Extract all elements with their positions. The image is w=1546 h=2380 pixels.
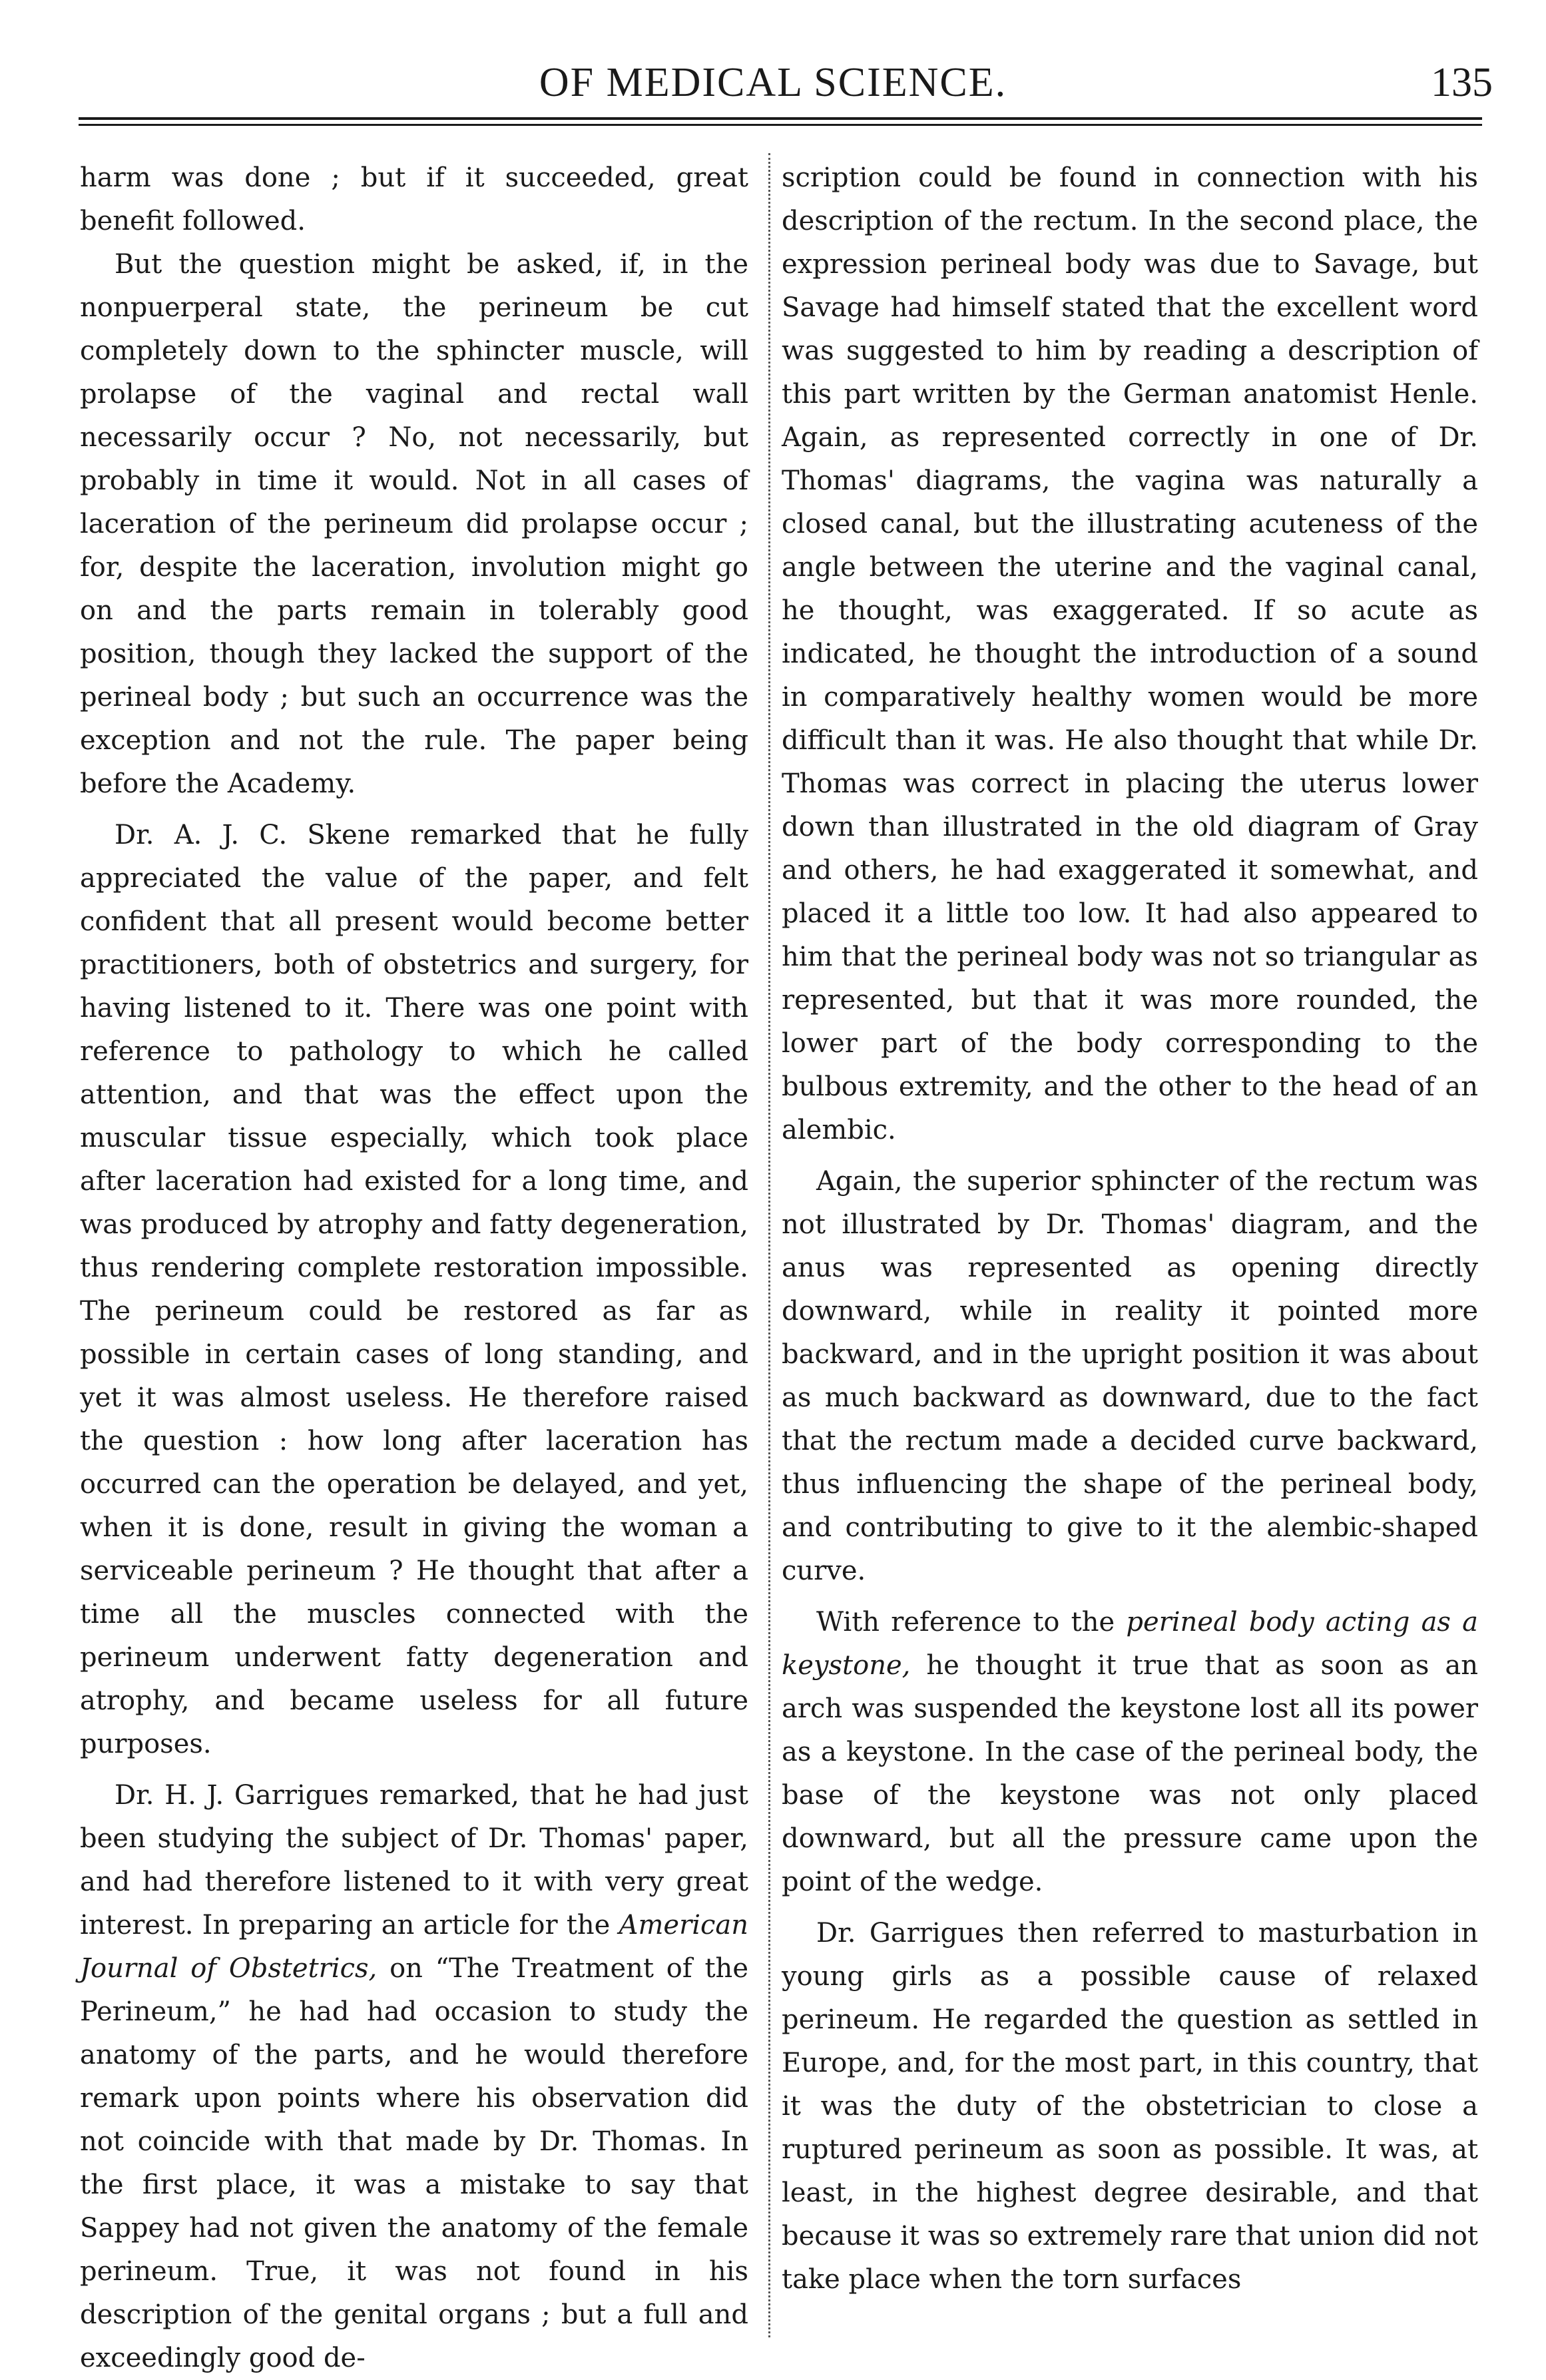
keystone-emphasis: perineal body acting as a keystone,: [782, 1607, 1478, 1681]
right-paragraph-1: scription could be found in connection with his description of the rectum. In the second place, the expression perineal body was due to Savage, but Savage had himself stated that the excellent word was suggested to him by reading a description of this part written by the German anatomist Henle. Again, as represented correctly in one of Dr. Thomas' diagrams, the vagina was naturally a closed canal, but the illustrating acuteness of the angle between the uterine and the vaginal canal, he thought, was exaggerated. If so acute as indicated, he thought the introduction of a sound in comparatively healthy women would be more difficult than it was. He also thought that while Dr. Thomas was correct in placing the uterus lower down than illustrated in the old diagram of Gray and others, he had exaggerated it somewhat, and placed it a little too low. It had also appeared to him that the perineal body was not so triangular as represented, but that it was more rounded, the lower part of the body corresponding to the bulbous extremity, and the other to the head of an alembic.: [782, 162, 1478, 1145]
keystone-text-start: With reference to the: [816, 1607, 1127, 1637]
header-rule-top: [79, 117, 1482, 120]
right-paragraph-masturbation: Dr. Garrigues then referred to masturbation in young girls as a possible cause of relaxed perineum. He regarded the question as settled in Europe, and, for the most part, in this country, that it was the duty of the obstetrician to close a ruptured perineum as soon as possible. It was, at least, in the highest degree desirable, and that because it was so extremely rare that union did not take place when the torn surfaces: [782, 1918, 1478, 2295]
page-header: [0, 56, 1546, 123]
left-paragraph-garrigues: [80, 1774, 748, 2380]
column-divider: [768, 153, 772, 2337]
page-number: 135: [1431, 60, 1493, 105]
left-paragraph-2: But the question might be asked, if, in the nonpuerperal state, the perineum be cut completely down to the sphincter muscle, will prolapse of the vaginal and rectal wall necessarily occur ? No, not necessarily, but probably in time it would. Not in all cases of laceration of the perineum did prolapse occur ; for, despite the laceration, involution might go on and the parts remain in tolerably good position, though they lacked the support of the perineal body ; but such an occurrence was the exception and not the rule. The paper being before the Academy.: [80, 249, 748, 799]
garrigues-text-start: Dr. H. J. Garrigues remarked, that he had just been studying the subject of Dr. Thomas' paper, and had therefore listened to it with very great interest. In preparing an article for the: [80, 1780, 748, 1940]
left-column: [80, 156, 748, 2373]
right-paragraph-sphincter: Again, the superior sphincter of the rectum was not illustrated by Dr. Thomas' diagram, and the anus was represented as opening directly downward, while in reality it pointed more backward, and in the upright position it was about as much backward as downward, due to the fact that the rectum made a decided curve backward, thus influencing the shape of the perineal body, and contributing to give to it the alembic-shaped curve.: [782, 1166, 1478, 1586]
left-paragraph-skene: Dr. A. J. C. Skene remarked that he fully appreciated the value of the paper, and felt confident that all present would become better practitioners, both of obstetrics and surgery, for having listened to it. There was one point with reference to pathology to which he called attention, and that was the effect upon the muscular tissue especially, which took place after laceration had existed for a long time, and was produced by atrophy and fatty degeneration, thus rendering complete restoration impossible. The perineum could be restored as far as possible in certain cases of long standing, and yet it was almost useless. He therefore raised the question : how long after laceration has occurred can the operation be delayed, and yet, when it is done, result in giving the woman a serviceable perineum ? He thought that after a time all the muscles connected with the perineum underwent fatty degeneration and atrophy, and became useless for all future purposes.: [80, 820, 748, 1759]
running-title: OF MEDICAL SCIENCE.: [539, 60, 1007, 105]
left-paragraph-1: harm was done ; but if it succeeded, great benefit followed.: [80, 162, 748, 236]
header-rule-bottom: [79, 124, 1482, 126]
right-paragraph-keystone: [782, 1601, 1478, 1904]
garrigues-text-end: on “The Treatment of the Perineum,” he had had occasion to study the anatomy of the parts, and he would therefore remark upon points where his observation did not coincide with that made by Dr. Thomas. In the first place, it was a mistake to say that Sappey had not given the anatomy of the female perineum. True, it was not found in his description of the genital organs ; but a full and exceedingly good de-: [80, 1953, 748, 2373]
keystone-text-end: he thought it true that as soon as an arch was suspended the keystone lost all its power as a keystone. In the case of the perineal body, the base of the keystone was not only placed downward, but all the pressure came upon the point of the wedge.: [782, 1650, 1478, 1897]
right-column: [782, 156, 1478, 2341]
journal-title: American Journal of Obstetrics,: [80, 1910, 748, 1984]
